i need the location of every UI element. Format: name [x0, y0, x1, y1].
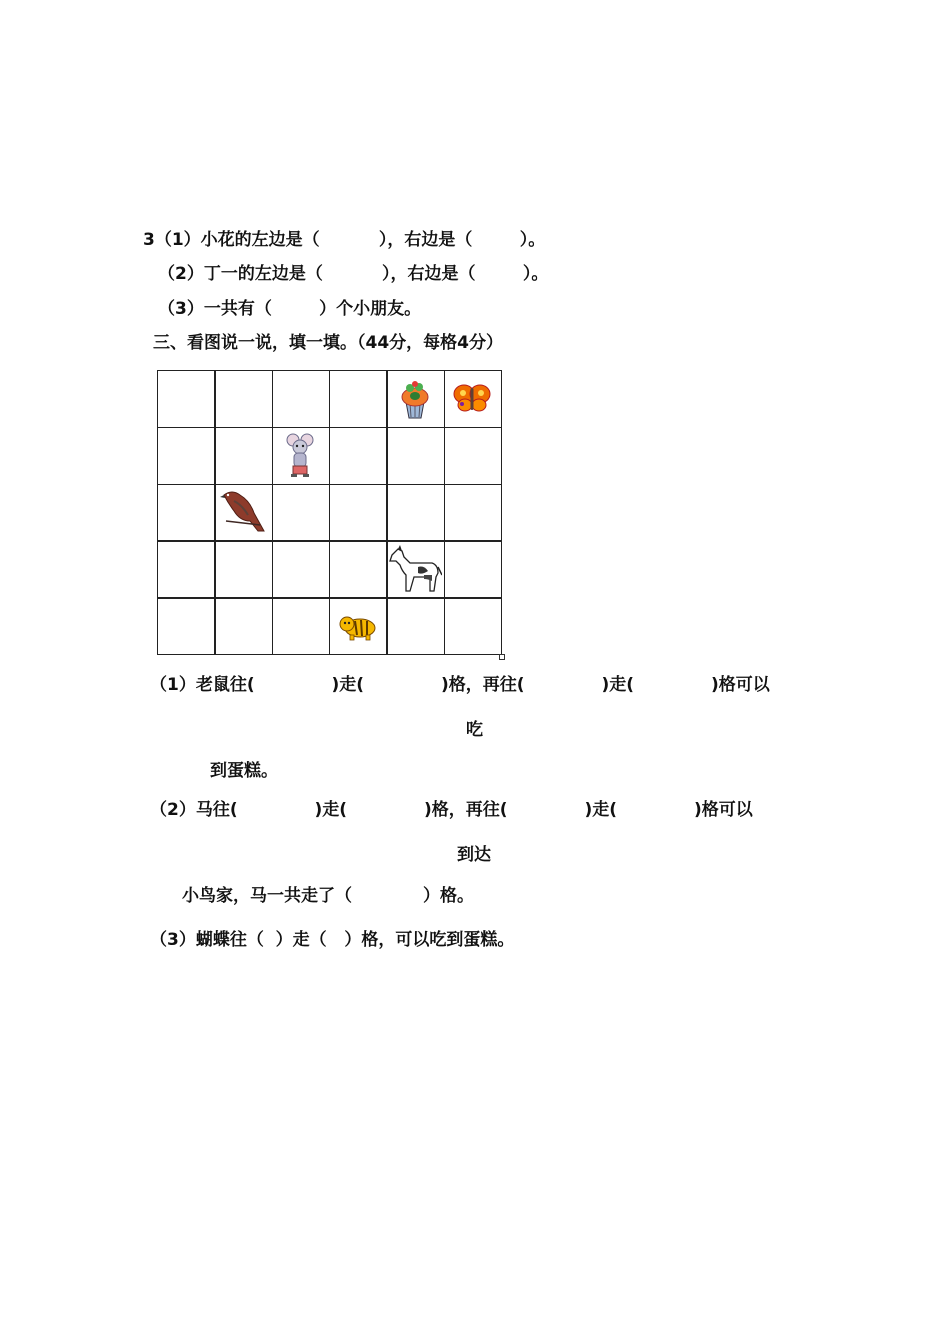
resize-handle	[499, 654, 505, 660]
grid-cell	[214, 540, 273, 598]
grid-cell	[157, 597, 216, 655]
grid-cell	[214, 427, 273, 485]
grid-cell	[444, 427, 503, 485]
butterfly-icon	[452, 382, 492, 414]
grid-cell	[329, 370, 388, 428]
bird-icon	[220, 487, 266, 537]
grid-cell	[386, 597, 445, 655]
mouse-icon	[285, 432, 315, 478]
grid-cell	[329, 540, 388, 598]
tiger-icon	[338, 611, 378, 641]
grid-cell	[386, 484, 445, 542]
grid-cell	[157, 427, 216, 485]
cake-icon	[397, 376, 433, 420]
grid-cell	[157, 484, 216, 542]
anchor-mark	[150, 363, 151, 369]
grid-cell	[329, 484, 388, 542]
grid-cell	[444, 484, 503, 542]
question-3-part-3: （3）一共有（ ）个小朋友。	[158, 299, 422, 319]
grid-q1-line1: （1）老鼠往( )走( )格，再往( )走( )格可以	[150, 675, 770, 695]
grid-q2-line1: （2）马往( )走( )格，再往( )走( )格可以	[150, 800, 753, 820]
grid-q1-line2: 吃	[466, 720, 483, 740]
grid-cell	[157, 540, 216, 598]
grid-cell	[444, 597, 503, 655]
part-three-heading: 三、看图说一说，填一填。（44分，每格4分）	[153, 333, 503, 353]
grid-q1-line3: 到蛋糕。	[210, 761, 278, 781]
grid-cell	[157, 370, 216, 428]
grid-q2-line3: 小鸟家，马一共走了（ ）格。	[182, 886, 475, 906]
grid-cell	[444, 540, 503, 598]
grid-cell	[272, 597, 331, 655]
grid-cell	[272, 484, 331, 542]
grid-cell	[386, 427, 445, 485]
grid-cell	[272, 540, 331, 598]
grid-cell	[214, 370, 273, 428]
grid-q3-line1: （3）蝴蝶往（ ）走（ ）格，可以吃到蛋糕。	[150, 930, 515, 950]
question-3-part-2: （2）丁一的左边是（ ），右边是（ ）。	[158, 264, 549, 284]
grid-cell	[214, 597, 273, 655]
map-grid	[157, 370, 501, 654]
grid-q2-line2: 到达	[457, 845, 491, 865]
grid-cell	[272, 370, 331, 428]
grid-cell	[329, 427, 388, 485]
horse-icon	[388, 545, 442, 593]
question-3-part-1: 3（1）小花的左边是（ ），右边是（ ）。	[143, 230, 546, 250]
